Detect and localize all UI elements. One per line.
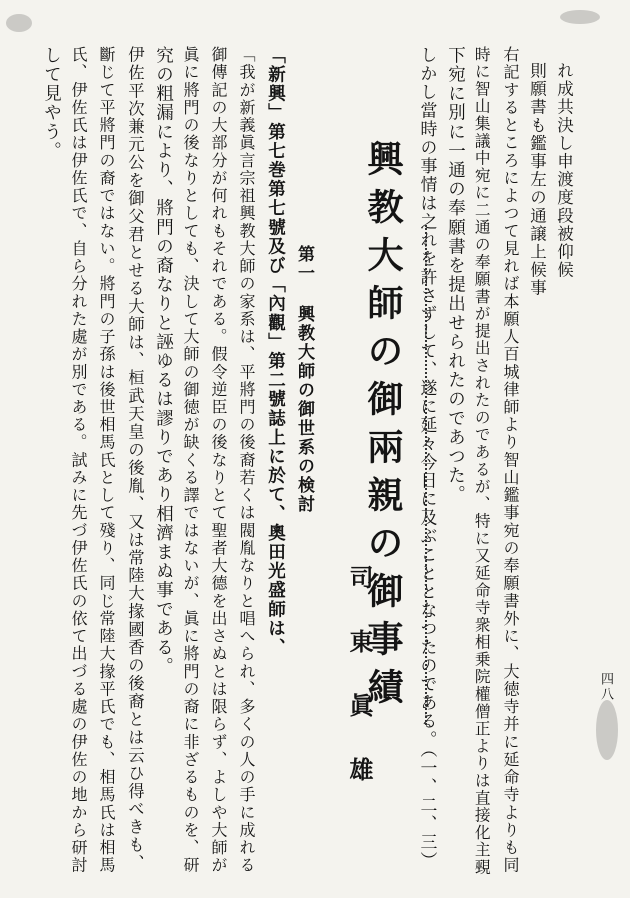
- article-title: 興教大師の御兩親の御事績: [362, 140, 404, 716]
- section-divider: [425, 225, 427, 725]
- body-line: 究の粗漏により、將門の裔なりと誣ゆるは謬りであり相濟まぬ事である。: [153, 46, 174, 677]
- upper-line: れ成共決し申渡度段被仰候: [554, 62, 574, 280]
- body-line: 氏、伊佐氏は伊佐氏で、自ら分れた處が別である。試みに先づ伊佐氏の依て出づる處の伊佐の地から研討: [69, 46, 89, 875]
- scan-smudge: [6, 14, 32, 32]
- section-heading: 第一 興教大師の御世系の検討: [294, 245, 314, 514]
- article-author: 司東眞雄: [345, 565, 374, 821]
- scan-smudge: [560, 10, 600, 24]
- upper-line: 時に智山集議中宛に二通の奉願書が提出されたのであるが、特に又延命寺衆相乗院權僧正よりは直接化主覡: [472, 46, 492, 876]
- body-line: 伊佐平次兼元公を御父君とせる大師は、桓武天皇の後胤、又は常陸大掾國香の後裔とは云ひ得べきも、: [125, 46, 145, 873]
- body-line: 「我が新義眞言宗祖興教大師の家系は、平將門の後裔若くは閥胤なりと唱へられ、多くの人の手に成れる: [237, 46, 257, 875]
- page-number: 四八: [598, 672, 613, 702]
- upper-line: 則願書も鑑事左の通譲上候事: [527, 62, 547, 298]
- body-line: して見やう。: [41, 46, 62, 161]
- body-line: 斷じて平將門の裔ではない。將門の子孫は後世相馬氏として殘り、同じ常陸大掾平氏でも、相馬氏は相馬: [97, 46, 117, 875]
- upper-line: しかし當時の事情は之れを許さずして、遂に延々今日に及ぶこととなつたのである。（一、二、三）: [417, 46, 438, 871]
- body-line: 御傳記の大部分が何れもそれである。假令逆臣の後なりとて聖者大德を出さぬとは限らず、よしや大師が: [209, 46, 229, 875]
- body-line: 「新興」第七巻第七號及び「內觀」第二號誌上に於て、奧田光盛師は、: [265, 46, 286, 658]
- body-line: 眞に將門の後なりとしても、決して大師の御徳が缺くる譯ではないが、眞に將門の裔に非ざるものを、研: [181, 46, 201, 875]
- upper-line: 右記するところによつて見れば本願人百城律師より智山鑑事宛の奉願書外に、大徳寺并に延命寺よりも同: [501, 46, 521, 875]
- scan-smudge: [596, 700, 618, 760]
- upper-line: 下宛に別に一通の奉願書を提出せられたのであつた。: [445, 46, 466, 505]
